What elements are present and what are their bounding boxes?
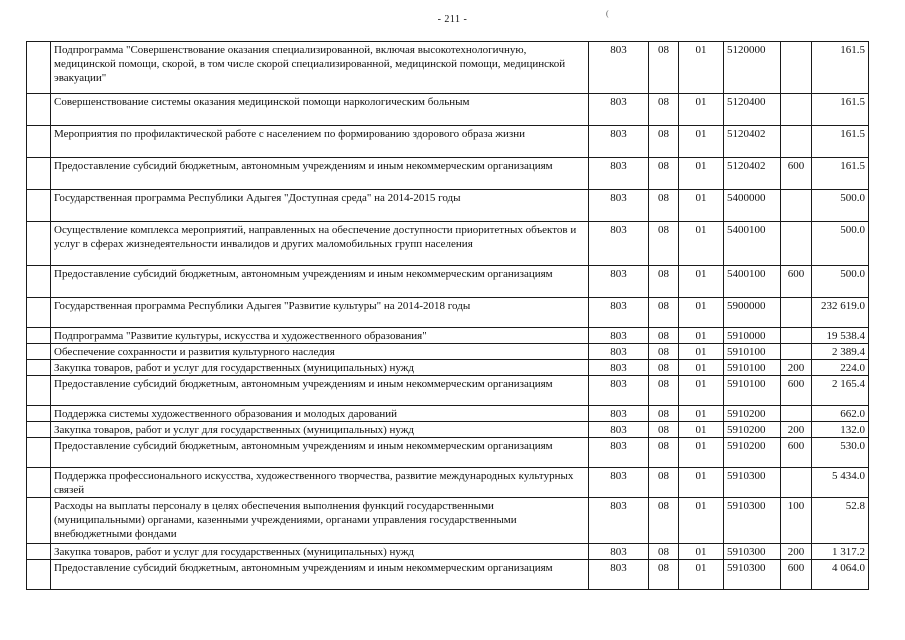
row-expense-type-code: 100 bbox=[781, 498, 812, 544]
row-section-code: 08 bbox=[649, 298, 679, 328]
row-margin-cell bbox=[27, 376, 51, 406]
row-expense-type-code: 200 bbox=[781, 360, 812, 376]
row-subsection-code: 01 bbox=[679, 222, 724, 266]
row-ved-code: 803 bbox=[589, 222, 649, 266]
row-name: Поддержка профессионального искусства, художественного творчества, развитие международных культурных связей bbox=[51, 468, 589, 498]
row-section-code: 08 bbox=[649, 266, 679, 298]
row-section-code: 08 bbox=[649, 42, 679, 94]
row-ved-code: 803 bbox=[589, 94, 649, 126]
row-name: Расходы на выплаты персоналу в целях обеспечения выполнения функций государственными (муниципальными) органами, казенными учреждениями, органами управления государственными внебюджетными фондами bbox=[51, 498, 589, 544]
table-row bbox=[27, 438, 869, 468]
row-amount: 530.0 bbox=[812, 438, 869, 468]
table-row bbox=[27, 344, 869, 360]
row-subsection-code: 01 bbox=[679, 298, 724, 328]
row-section-code: 08 bbox=[649, 468, 679, 498]
row-ved-code: 803 bbox=[589, 266, 649, 298]
row-target-article-code: 5910200 bbox=[724, 406, 781, 422]
row-section-code: 08 bbox=[649, 158, 679, 190]
row-name: Предоставление субсидий бюджетным, автономным учреждениям и иным некоммерческим организациям bbox=[51, 438, 589, 468]
row-ved-code: 803 bbox=[589, 376, 649, 406]
row-expense-type-code bbox=[781, 406, 812, 422]
corner-mark: ( bbox=[606, 9, 609, 18]
row-margin-cell bbox=[27, 560, 51, 590]
row-margin-cell bbox=[27, 406, 51, 422]
row-margin-cell bbox=[27, 266, 51, 298]
row-section-code: 08 bbox=[649, 190, 679, 222]
row-margin-cell bbox=[27, 158, 51, 190]
table-row bbox=[27, 126, 869, 158]
row-name: Закупка товаров, работ и услуг для государственных (муниципальных) нужд bbox=[51, 422, 589, 438]
row-amount: 4 064.0 bbox=[812, 560, 869, 590]
row-amount: 52.8 bbox=[812, 498, 869, 544]
row-expense-type-code bbox=[781, 298, 812, 328]
row-target-article-code: 5910300 bbox=[724, 498, 781, 544]
row-name: Предоставление субсидий бюджетным, автономным учреждениям и иным некоммерческим организациям bbox=[51, 376, 589, 406]
table-row bbox=[27, 158, 869, 190]
row-subsection-code: 01 bbox=[679, 126, 724, 158]
row-margin-cell bbox=[27, 298, 51, 328]
row-subsection-code: 01 bbox=[679, 468, 724, 498]
row-ved-code: 803 bbox=[589, 544, 649, 560]
row-amount: 132.0 bbox=[812, 422, 869, 438]
row-target-article-code: 5120402 bbox=[724, 126, 781, 158]
row-ved-code: 803 bbox=[589, 560, 649, 590]
row-target-article-code: 5910100 bbox=[724, 376, 781, 406]
row-name: Предоставление субсидий бюджетным, автономным учреждениям и иным некоммерческим организациям bbox=[51, 266, 589, 298]
row-section-code: 08 bbox=[649, 406, 679, 422]
row-target-article-code: 5910200 bbox=[724, 438, 781, 468]
row-target-article-code: 5910000 bbox=[724, 328, 781, 344]
page-number: - 211 - bbox=[437, 14, 468, 25]
row-subsection-code: 01 bbox=[679, 190, 724, 222]
row-subsection-code: 01 bbox=[679, 344, 724, 360]
row-target-article-code: 5910300 bbox=[724, 468, 781, 498]
row-name: Подпрограмма "Развитие культуры, искусства и художественного образования" bbox=[51, 328, 589, 344]
row-margin-cell bbox=[27, 360, 51, 376]
budget-table bbox=[26, 41, 869, 590]
row-margin-cell bbox=[27, 438, 51, 468]
row-subsection-code: 01 bbox=[679, 406, 724, 422]
row-expense-type-code bbox=[781, 328, 812, 344]
row-ved-code: 803 bbox=[589, 126, 649, 158]
row-name: Закупка товаров, работ и услуг для государственных (муниципальных) нужд bbox=[51, 360, 589, 376]
row-subsection-code: 01 bbox=[679, 360, 724, 376]
row-ved-code: 803 bbox=[589, 360, 649, 376]
row-ved-code: 803 bbox=[589, 422, 649, 438]
row-target-article-code: 5400000 bbox=[724, 190, 781, 222]
row-margin-cell bbox=[27, 544, 51, 560]
row-amount: 19 538.4 bbox=[812, 328, 869, 344]
row-ved-code: 803 bbox=[589, 190, 649, 222]
table-row bbox=[27, 328, 869, 344]
row-ved-code: 803 bbox=[589, 438, 649, 468]
row-ved-code: 803 bbox=[589, 344, 649, 360]
table-row bbox=[27, 266, 869, 298]
row-ved-code: 803 bbox=[589, 158, 649, 190]
row-expense-type-code: 600 bbox=[781, 266, 812, 298]
row-margin-cell bbox=[27, 468, 51, 498]
row-margin-cell bbox=[27, 42, 51, 94]
row-target-article-code: 5910300 bbox=[724, 544, 781, 560]
row-expense-type-code: 600 bbox=[781, 158, 812, 190]
table-row bbox=[27, 406, 869, 422]
row-expense-type-code bbox=[781, 42, 812, 94]
row-subsection-code: 01 bbox=[679, 328, 724, 344]
table-row bbox=[27, 468, 869, 498]
row-amount: 500.0 bbox=[812, 266, 869, 298]
row-name: Подпрограмма "Совершенствование оказания специализированной, включая высокотехнологичную, медицинской помощи, скорой, в том числе скорой специализированной, медицинской помощи, медицинской эвакуации" bbox=[51, 42, 589, 94]
row-section-code: 08 bbox=[649, 94, 679, 126]
table-row bbox=[27, 222, 869, 266]
row-ved-code: 803 bbox=[589, 406, 649, 422]
row-target-article-code: 5120402 bbox=[724, 158, 781, 190]
row-margin-cell bbox=[27, 422, 51, 438]
row-expense-type-code: 200 bbox=[781, 544, 812, 560]
row-amount: 2 165.4 bbox=[812, 376, 869, 406]
row-expense-type-code bbox=[781, 468, 812, 498]
row-expense-type-code: 600 bbox=[781, 376, 812, 406]
row-name: Совершенствование системы оказания медицинской помощи наркологическим больным bbox=[51, 94, 589, 126]
table-row bbox=[27, 376, 869, 406]
row-expense-type-code bbox=[781, 344, 812, 360]
row-expense-type-code bbox=[781, 126, 812, 158]
row-subsection-code: 01 bbox=[679, 422, 724, 438]
row-margin-cell bbox=[27, 222, 51, 266]
row-subsection-code: 01 bbox=[679, 376, 724, 406]
table-row bbox=[27, 360, 869, 376]
row-subsection-code: 01 bbox=[679, 266, 724, 298]
row-amount: 5 434.0 bbox=[812, 468, 869, 498]
row-section-code: 08 bbox=[649, 222, 679, 266]
row-section-code: 08 bbox=[649, 126, 679, 158]
row-target-article-code: 5910300 bbox=[724, 560, 781, 590]
table-row bbox=[27, 498, 869, 544]
row-amount: 161.5 bbox=[812, 158, 869, 190]
row-target-article-code: 5120400 bbox=[724, 94, 781, 126]
row-name: Предоставление субсидий бюджетным, автономным учреждениям и иным некоммерческим организациям bbox=[51, 158, 589, 190]
table-row bbox=[27, 422, 869, 438]
table-row bbox=[27, 42, 869, 94]
row-expense-type-code bbox=[781, 94, 812, 126]
budget-table-body bbox=[27, 42, 869, 590]
row-section-code: 08 bbox=[649, 498, 679, 544]
row-target-article-code: 5910200 bbox=[724, 422, 781, 438]
row-ved-code: 803 bbox=[589, 328, 649, 344]
row-name: Мероприятия по профилактической работе с населением по формированию здорового образа жизни bbox=[51, 126, 589, 158]
row-target-article-code: 5900000 bbox=[724, 298, 781, 328]
row-expense-type-code bbox=[781, 222, 812, 266]
row-subsection-code: 01 bbox=[679, 544, 724, 560]
row-target-article-code: 5400100 bbox=[724, 266, 781, 298]
table-row bbox=[27, 298, 869, 328]
table-row bbox=[27, 94, 869, 126]
row-target-article-code: 5120000 bbox=[724, 42, 781, 94]
row-amount: 500.0 bbox=[812, 222, 869, 266]
row-name: Поддержка системы художественного образования и молодых дарований bbox=[51, 406, 589, 422]
row-section-code: 08 bbox=[649, 376, 679, 406]
row-margin-cell bbox=[27, 498, 51, 544]
row-expense-type-code bbox=[781, 190, 812, 222]
row-amount: 161.5 bbox=[812, 126, 869, 158]
row-target-article-code: 5910100 bbox=[724, 344, 781, 360]
row-amount: 2 389.4 bbox=[812, 344, 869, 360]
table-row bbox=[27, 560, 869, 590]
row-ved-code: 803 bbox=[589, 42, 649, 94]
row-expense-type-code: 200 bbox=[781, 422, 812, 438]
row-margin-cell bbox=[27, 126, 51, 158]
row-section-code: 08 bbox=[649, 560, 679, 590]
row-section-code: 08 bbox=[649, 344, 679, 360]
row-section-code: 08 bbox=[649, 360, 679, 376]
row-subsection-code: 01 bbox=[679, 94, 724, 126]
row-amount: 224.0 bbox=[812, 360, 869, 376]
row-name: Государственная программа Республики Адыгея "Доступная среда" на 2014-2015 годы bbox=[51, 190, 589, 222]
row-subsection-code: 01 bbox=[679, 158, 724, 190]
row-margin-cell bbox=[27, 344, 51, 360]
row-section-code: 08 bbox=[649, 544, 679, 560]
row-section-code: 08 bbox=[649, 438, 679, 468]
row-subsection-code: 01 bbox=[679, 560, 724, 590]
table-row bbox=[27, 190, 869, 222]
row-name: Закупка товаров, работ и услуг для государственных (муниципальных) нужд bbox=[51, 544, 589, 560]
row-name: Осуществление комплекса мероприятий, направленных на обеспечение доступности приоритетных объектов и услуг в сферах жизнедеятельности инвалидов и других маломобильных групп населения bbox=[51, 222, 589, 266]
row-target-article-code: 5910100 bbox=[724, 360, 781, 376]
row-margin-cell bbox=[27, 94, 51, 126]
row-amount: 161.5 bbox=[812, 94, 869, 126]
row-subsection-code: 01 bbox=[679, 42, 724, 94]
row-expense-type-code: 600 bbox=[781, 438, 812, 468]
row-section-code: 08 bbox=[649, 328, 679, 344]
row-subsection-code: 01 bbox=[679, 438, 724, 468]
row-section-code: 08 bbox=[649, 422, 679, 438]
row-amount: 161.5 bbox=[812, 42, 869, 94]
row-amount: 1 317.2 bbox=[812, 544, 869, 560]
row-amount: 662.0 bbox=[812, 406, 869, 422]
row-ved-code: 803 bbox=[589, 498, 649, 544]
row-margin-cell bbox=[27, 328, 51, 344]
row-amount: 232 619.0 bbox=[812, 298, 869, 328]
table-row bbox=[27, 544, 869, 560]
row-amount: 500.0 bbox=[812, 190, 869, 222]
row-name: Предоставление субсидий бюджетным, автономным учреждениям и иным некоммерческим организациям bbox=[51, 560, 589, 590]
row-expense-type-code: 600 bbox=[781, 560, 812, 590]
row-ved-code: 803 bbox=[589, 298, 649, 328]
row-margin-cell bbox=[27, 190, 51, 222]
row-name: Государственная программа Республики Адыгея "Развитие культуры" на 2014-2018 годы bbox=[51, 298, 589, 328]
row-name: Обеспечение сохранности и развития культурного наследия bbox=[51, 344, 589, 360]
row-ved-code: 803 bbox=[589, 468, 649, 498]
row-target-article-code: 5400100 bbox=[724, 222, 781, 266]
row-subsection-code: 01 bbox=[679, 498, 724, 544]
